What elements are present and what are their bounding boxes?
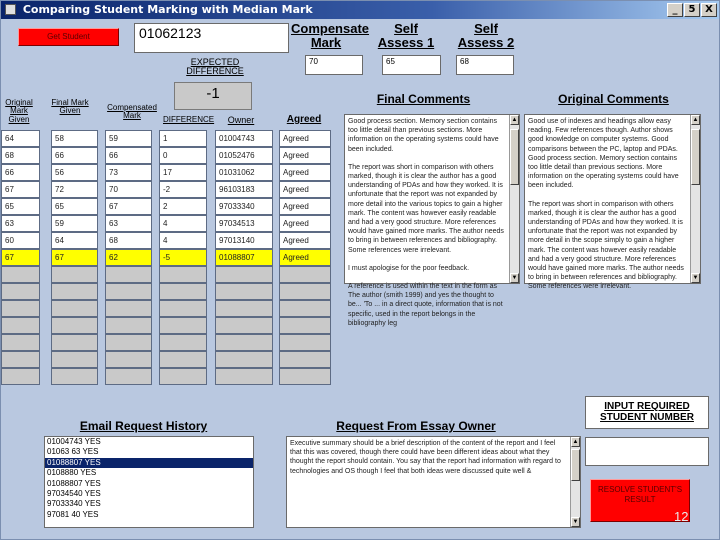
- original-mark-cell: 65: [1, 198, 40, 215]
- final-mark-cell: 64: [51, 232, 98, 249]
- final-mark-cell: 65: [51, 198, 98, 215]
- final-mark-cell: [51, 334, 98, 351]
- minimize-button[interactable]: _: [667, 3, 683, 17]
- difference-cell: 4: [159, 232, 207, 249]
- scroll-down-arrow-icon[interactable]: ▼: [511, 275, 518, 281]
- email-history-item[interactable]: 01088807 YES: [45, 458, 253, 468]
- difference-cell: 1: [159, 130, 207, 147]
- original-comments-scrollbar[interactable]: [690, 115, 700, 283]
- essay-owner-heading: Request From Essay Owner: [336, 419, 496, 433]
- agreed-cell[interactable]: [279, 351, 331, 368]
- agreed-cell[interactable]: [279, 266, 331, 283]
- grid-column-compensated: [105, 130, 152, 385]
- compensate-mark-field[interactable]: 70: [305, 55, 363, 75]
- col-header-agreed: Agreed: [286, 114, 322, 125]
- self-assess-2-label: Self Assess 2: [457, 21, 515, 50]
- self-assess-1-field[interactable]: 65: [382, 55, 441, 75]
- expected-difference-field: -1: [174, 82, 252, 110]
- scroll-thumb[interactable]: [510, 129, 519, 185]
- title-bar: [1, 1, 719, 19]
- difference-cell: [159, 368, 207, 385]
- compensated-mark-cell: [105, 368, 152, 385]
- difference-cell: [159, 334, 207, 351]
- final-comments-textarea[interactable]: [344, 114, 520, 327]
- final-mark-cell: 66: [51, 147, 98, 164]
- original-mark-cell: [1, 317, 40, 334]
- compensated-mark-cell: 59: [105, 130, 152, 147]
- owner-cell: 01031062: [215, 164, 273, 181]
- agreed-cell[interactable]: Agreed: [279, 198, 331, 215]
- difference-cell: [159, 283, 207, 300]
- email-history-heading: Email Request History: [79, 419, 208, 433]
- final-mark-cell: [51, 300, 98, 317]
- comment-paragraph: A reference is used within the text in the form as The author (smith 1999) and yes the thought to be... 'To ... in a direct quote, information that is not specific, used in the report belongs in the bibliography leg: [348, 283, 503, 327]
- email-history-item[interactable]: 01004743 YES: [47, 437, 101, 446]
- scroll-down-arrow-icon[interactable]: ▼: [572, 519, 579, 525]
- original-mark-cell: 66: [1, 164, 40, 181]
- owner-cell: 97013140: [215, 232, 273, 249]
- original-mark-cell: 67: [1, 181, 40, 198]
- email-history-item[interactable]: 97033340 YES: [47, 499, 101, 509]
- window-title: Comparing Student Marking with Median Mark: [22, 3, 313, 16]
- owner-cell: 97033340: [215, 198, 273, 215]
- grid-column-original: [1, 130, 40, 385]
- essay-owner-text: Executive summary should be a brief description of the content of the report and I feel that this was covered, though there could have been different ideas about what they thought the report should contain. You say that the report had information with regard to technologies and OS though I feel that both ideas were discussed quite well &: [290, 440, 561, 475]
- original-mark-cell: [1, 283, 40, 300]
- scroll-up-arrow-icon[interactable]: ▲: [572, 439, 579, 445]
- original-mark-cell: 60: [1, 232, 40, 249]
- final-mark-cell: 59: [51, 215, 98, 232]
- difference-cell: -2: [159, 181, 207, 198]
- final-comments-scrollbar[interactable]: [509, 115, 519, 283]
- owner-cell: [215, 368, 273, 385]
- student-number-input[interactable]: [585, 437, 709, 466]
- input-required-label: INPUT REQUIRED STUDENT NUMBER: [585, 396, 709, 429]
- owner-cell: [215, 300, 273, 317]
- self-assess-1-label: Self Assess 1: [377, 21, 435, 50]
- agreed-cell[interactable]: [279, 334, 331, 351]
- compensated-mark-cell: [105, 283, 152, 300]
- owner-cell: [215, 283, 273, 300]
- grid-column-final: [51, 130, 98, 385]
- grid-column-agreed: [279, 130, 331, 385]
- original-mark-cell: 68: [1, 147, 40, 164]
- owner-cell: 01088807: [215, 249, 273, 266]
- difference-cell: [159, 317, 207, 334]
- final-mark-cell: 67: [51, 249, 98, 266]
- original-mark-cell: [1, 334, 40, 351]
- agreed-cell[interactable]: Agreed: [279, 164, 331, 181]
- col-header-final: Final Mark Given: [51, 98, 89, 116]
- difference-cell: 0: [159, 147, 207, 164]
- scroll-up-arrow-icon[interactable]: ▲: [692, 117, 699, 123]
- expected-difference-label: EXPECTED DIFFERENCE: [186, 57, 244, 77]
- owner-cell: [215, 334, 273, 351]
- original-mark-cell: [1, 300, 40, 317]
- agreed-cell[interactable]: Agreed: [279, 249, 331, 266]
- owner-cell: 01004743: [215, 130, 273, 147]
- original-comments-text: [528, 117, 688, 292]
- comment-paragraph: I must apologise for the poor feedback.: [348, 264, 470, 272]
- original-mark-cell: [1, 266, 40, 283]
- email-history-listbox[interactable]: [44, 436, 254, 528]
- comment-paragraph: Good process section. Memory section contains too little detail than previous sections. More information on the operating systems could have been included.: [348, 118, 499, 153]
- original-comments-textarea[interactable]: [524, 114, 701, 291]
- agreed-cell[interactable]: Agreed: [279, 147, 331, 164]
- compensated-mark-cell: 62: [105, 249, 152, 266]
- compensated-mark-cell: [105, 317, 152, 334]
- difference-cell: [159, 351, 207, 368]
- grid-column-difference: [159, 130, 207, 385]
- comment-paragraph: The report was short in comparison with others marked, though it is clear the author has a good understanding of PDAs and how they worked. It is unfortunate that the report was not expanded by more detail in the scope simply to gain a higher mark. The content was however easily readable and had a very good structure. More references would have gained more marks. The author needs to bring in between references and bibliography. Some references were irrelevant.: [528, 200, 684, 291]
- original-mark-cell: 63: [1, 215, 40, 232]
- comment-paragraph: The report was short in comparison with others marked, though it is clear the author has a good understanding of PDAs and how they worked. It is unfortunate that the report was not expanded by more detail into the various topics to gain a higher mark. The content was however easily readable and had a very good structure. More references would have gained more marks. The author needs to bring in between references and bibliography. Some references were irrelevant.: [348, 163, 504, 254]
- scroll-up-arrow-icon[interactable]: ▲: [511, 117, 518, 123]
- difference-cell: [159, 266, 207, 283]
- difference-cell: 4: [159, 215, 207, 232]
- owner-cell: 96103183: [215, 181, 273, 198]
- comment-paragraph: Good use of indexes and headings allow easy reading. Few references though. Author shows good knowledge on computer systems. Good comparisons between the PC, laptop and PDAs. Good process section. Memory section contains too little detail than previous sections. More information on the operating systems could have been included.: [528, 118, 679, 190]
- final-mark-cell: 72: [51, 181, 98, 198]
- email-history-item[interactable]: 97034540 YES: [47, 488, 101, 498]
- final-comments-text: [348, 117, 507, 328]
- grid-column-owner: [215, 130, 273, 385]
- agreed-cell[interactable]: [279, 283, 331, 300]
- email-history-item[interactable]: 0108880 YES: [47, 468, 97, 478]
- email-history-item[interactable]: 01063 63 YES: [47, 447, 99, 457]
- difference-cell: 17: [159, 164, 207, 181]
- agreed-cell[interactable]: Agreed: [279, 215, 331, 232]
- final-mark-cell: 56: [51, 164, 98, 181]
- self-assess-2-field[interactable]: 68: [456, 55, 514, 75]
- owner-cell: [215, 266, 273, 283]
- owner-cell: 97034513: [215, 215, 273, 232]
- agreed-cell[interactable]: [279, 368, 331, 385]
- difference-cell: 2: [159, 198, 207, 215]
- app-icon: [5, 4, 16, 15]
- compensated-mark-cell: 68: [105, 232, 152, 249]
- original-mark-cell: [1, 368, 40, 385]
- col-header-compensated: Compensated Mark: [107, 103, 157, 121]
- final-mark-cell: [51, 266, 98, 283]
- compensated-mark-cell: [105, 300, 152, 317]
- col-header-original: Original Mark Given: [5, 98, 33, 124]
- final-mark-cell: 58: [51, 130, 98, 147]
- agreed-cell[interactable]: [279, 300, 331, 317]
- owner-cell: [215, 317, 273, 334]
- compensated-mark-cell: 73: [105, 164, 152, 181]
- original-mark-cell: [1, 351, 40, 368]
- get-student-button[interactable]: Get Student: [18, 28, 119, 46]
- final-mark-cell: [51, 368, 98, 385]
- compensated-mark-cell: 70: [105, 181, 152, 198]
- compensated-mark-cell: [105, 334, 152, 351]
- student-number-display: 01062123: [134, 23, 289, 53]
- close-button[interactable]: X: [701, 3, 717, 17]
- col-header-owner: Owner: [227, 115, 255, 125]
- agreed-cell[interactable]: Agreed: [279, 232, 331, 249]
- owner-cell: [215, 351, 273, 368]
- compensated-mark-cell: [105, 266, 152, 283]
- final-mark-cell: [51, 317, 98, 334]
- resolve-student-result-button[interactable]: RESOLVE STUDENT'S RESULT: [590, 479, 690, 522]
- email-history-item[interactable]: 97081 40 YES: [47, 509, 99, 519]
- original-mark-cell: 67: [1, 249, 40, 266]
- agreed-cell[interactable]: Agreed: [279, 181, 331, 198]
- compensate-mark-label: Compensate Mark: [291, 21, 370, 50]
- original-mark-cell: 64: [1, 130, 40, 147]
- agreed-cell[interactable]: Agreed: [279, 130, 331, 147]
- compensated-mark-cell: [105, 351, 152, 368]
- compensated-mark-cell: 66: [105, 147, 152, 164]
- difference-cell: [159, 300, 207, 317]
- scroll-down-arrow-icon[interactable]: ▼: [692, 275, 699, 281]
- final-mark-cell: [51, 283, 98, 300]
- email-history-item[interactable]: 01088807 YES: [47, 478, 101, 488]
- final-comments-heading: Final Comments: [376, 92, 471, 106]
- essay-owner-scrollbar[interactable]: [570, 437, 580, 527]
- col-header-difference: DIFFERENCE: [163, 115, 215, 124]
- compensated-mark-cell: 67: [105, 198, 152, 215]
- restore-button[interactable]: 5: [684, 3, 700, 17]
- scroll-thumb[interactable]: [571, 449, 580, 481]
- compensated-mark-cell: 63: [105, 215, 152, 232]
- difference-cell: -5: [159, 249, 207, 266]
- essay-owner-textarea[interactable]: [286, 436, 581, 528]
- owner-cell: 01052476: [215, 147, 273, 164]
- original-comments-heading: Original Comments: [558, 92, 669, 106]
- agreed-cell[interactable]: [279, 317, 331, 334]
- page-number: 12: [674, 509, 689, 524]
- scroll-thumb[interactable]: [691, 129, 700, 185]
- final-mark-cell: [51, 351, 98, 368]
